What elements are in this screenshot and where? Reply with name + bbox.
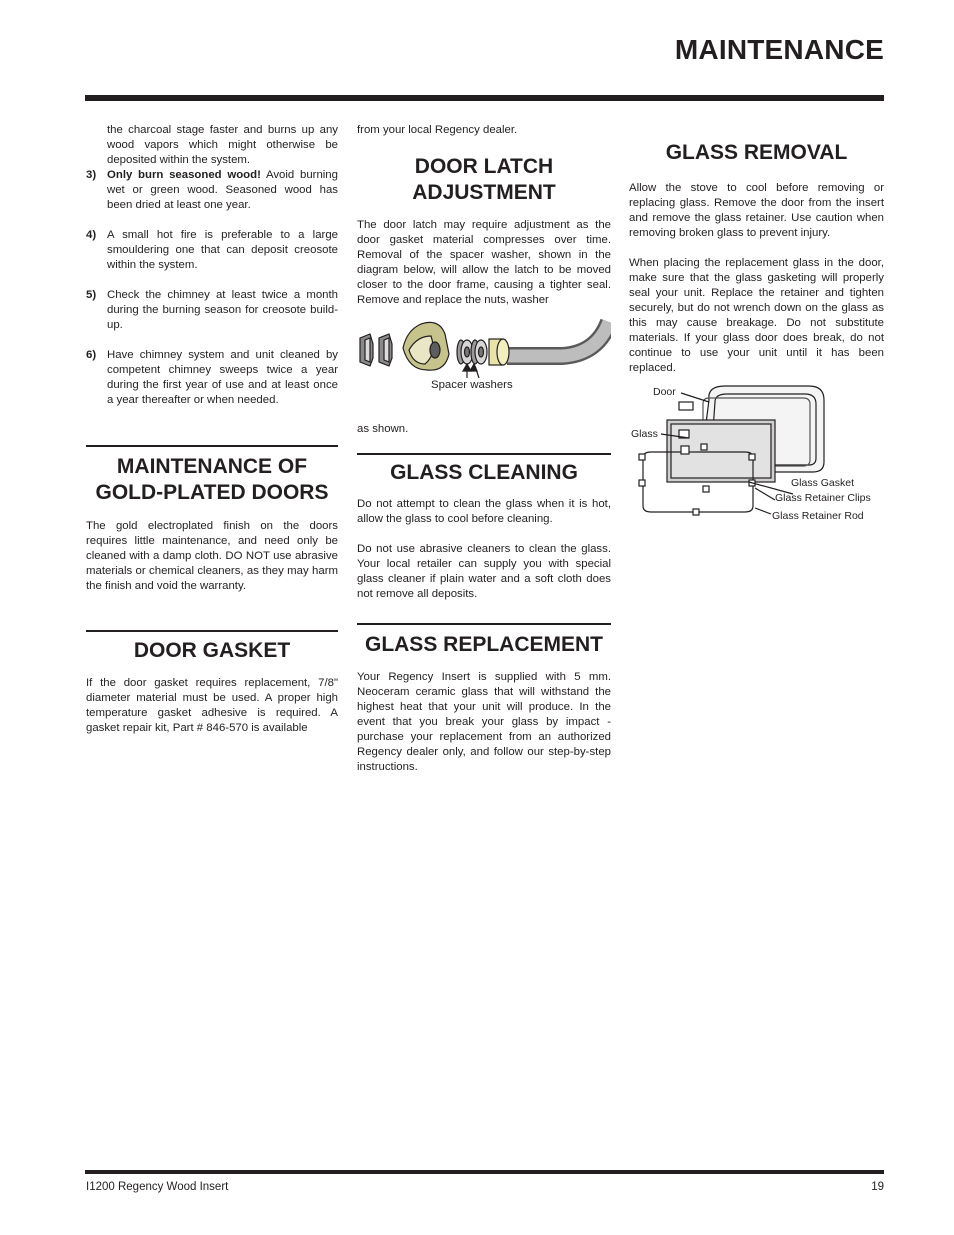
list-item xyxy=(86,288,338,333)
footer-page-number: 19 xyxy=(871,1181,884,1193)
door-latch-figure xyxy=(357,314,611,414)
diagram-label-gasket: Glass Gasket xyxy=(791,477,855,489)
washer-2 xyxy=(471,340,487,364)
glass-cleaning-paragraph-1: Do not attempt to clean the glass when it is hot, allow the glass to cool before cleaning. xyxy=(357,498,611,525)
diagram-label-glass: Glass xyxy=(631,428,658,440)
diagram-label-rod: Glass Retainer Rod xyxy=(772,510,864,522)
continuation-text: from your local Regency dealer. xyxy=(357,124,518,136)
door-latch-after: as shown. xyxy=(357,423,409,435)
hex-nut-1 xyxy=(360,334,373,366)
arrow-icon xyxy=(463,364,479,378)
page-title: MAINTENANCE xyxy=(674,34,884,65)
list-number: 5) xyxy=(86,289,97,301)
footer-rule xyxy=(85,1170,884,1174)
section-title-gold-plated-doors: MAINTENANCE OF GOLD-PLATED DOORS xyxy=(95,455,329,504)
list-text xyxy=(107,168,338,213)
header-rule xyxy=(85,95,884,101)
section-rule xyxy=(357,453,611,455)
section-title-door-gasket: DOOR GASKET xyxy=(133,639,291,662)
section-rule xyxy=(357,623,611,625)
list-number: 4) xyxy=(86,229,97,241)
list-number: 3) xyxy=(86,169,97,181)
list-number: 6) xyxy=(86,349,97,361)
list-emphasis: Only burn seasoned wood! xyxy=(107,169,261,181)
column-2 xyxy=(357,123,611,775)
figure-label-spacer-washers: Spacer washers xyxy=(431,379,513,391)
glass-removal-paragraph-1: Allow the stove to cool before removing or replacing glass. Remove the door from the insert and remove the glass retainer. Use caution when removing broken glass to prevent injury. xyxy=(629,182,884,239)
section-title-glass-cleaning: GLASS CLEANING xyxy=(390,461,578,484)
section-title-glass-replacement: GLASS REPLACEMENT xyxy=(364,633,603,656)
column-3 xyxy=(629,140,884,532)
list-item xyxy=(86,348,338,408)
spacer-washer xyxy=(489,339,509,365)
list-item xyxy=(86,228,338,273)
list-text: A small hot fire is preferable to a large smouldering one that can deposit creosote within the system. xyxy=(107,229,338,271)
section-rule xyxy=(86,630,338,632)
glass-cleaning-paragraph-2: Do not use abrasive cleaners to clean the glass. Your local retailer can supply you with special glass cleaner if plain water and a soft cloth does not remove all deposits. xyxy=(357,543,611,600)
list-body: Avoid burning wet or green wood. Seasoned wood has been dried at least one year. xyxy=(107,169,338,211)
list-text: Have chimney system and unit cleaned by competent chimney sweeps twice a year during the first year of use and at least once a year thereafter or when needed. xyxy=(107,349,338,406)
section-rule xyxy=(86,445,338,447)
section-title-door-latch: DOOR LATCH ADJUSTMENT xyxy=(412,155,556,204)
footer-doc-name: I1200 Regency Wood Insert xyxy=(86,1181,229,1193)
list-continuation: the charcoal stage faster and burns up any wood vapors which might otherwise be deposited within the system. xyxy=(107,124,338,166)
list-text: Check the chimney at least twice a month during the burning season for creosote build-up. xyxy=(107,289,338,331)
gold-plated-paragraph: The gold electroplated finish on the doors requires little maintenance, and need only be cleaned with a damp cloth. DO NOT use abrasive materials or chemical cleaners, as they may harm the finish and void the warranty. xyxy=(86,520,338,592)
column-1 xyxy=(86,123,338,736)
list-item xyxy=(86,168,338,213)
diagram-label-clips: Glass Retainer Clips xyxy=(775,492,871,504)
glass-replacement-paragraph: Your Regency Insert is supplied with 5 mm. Neoceram ceramic glass that will withstand the highest heat that your unit will produce. In the event that you break your glass by impact - purchase your replacement from an authorized Regency dealer only, and follow our step-by-step instructions. xyxy=(357,671,611,773)
door-latch-paragraph: The door latch may require adjustment as the door gasket material compresses over time. Removal of the spacer washer, shown in the diagram below, will allow the latch to be moved closer to the door frame, causing a tighter seal. Remove and replace the nuts, washer xyxy=(357,219,611,306)
hex-nut-2 xyxy=(379,334,392,366)
glass-removal-diagram xyxy=(629,382,884,532)
door-gasket-paragraph: If the door gasket requires replacement, 7/8" diameter material must be used. A proper high temperature gasket adhesive is required. A gasket repair kit, Part # 846-570 is available xyxy=(86,677,338,734)
glass-removal-paragraph-2: When placing the replacement glass in the door, make sure that the glass gasketing will properly seal your unit. Replace the retainer and tighten securely, but do not wrench down on the glass as this may cause breakage. Do not substitute materials. If your glass door does break, do not continue to use your unit until it has been replaced. xyxy=(629,257,884,374)
latch xyxy=(403,322,449,370)
diagram-label-door: Door xyxy=(653,386,676,398)
section-title-glass-removal: GLASS REMOVAL xyxy=(665,141,848,164)
